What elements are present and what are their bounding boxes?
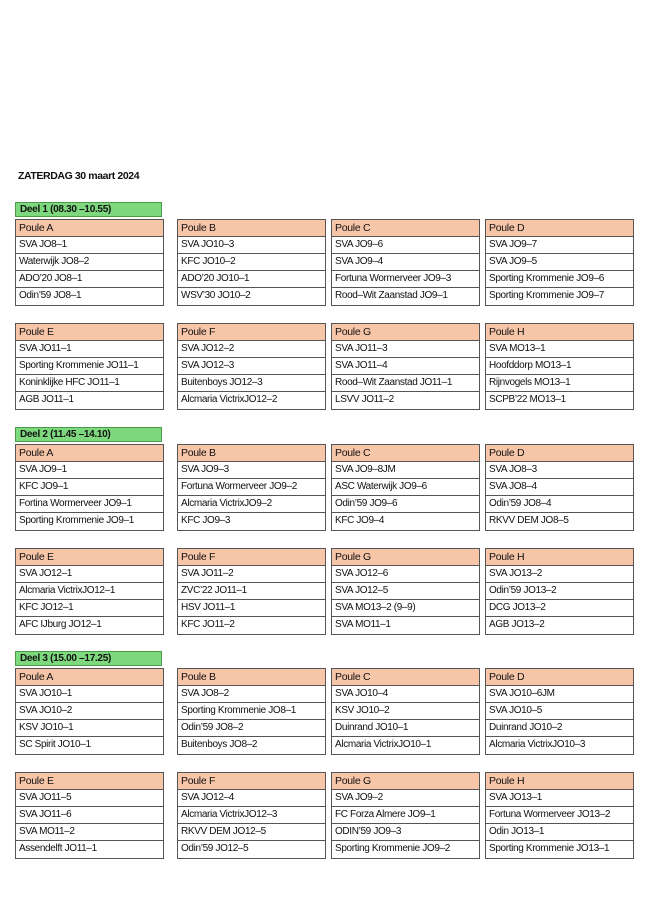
team-row: Fortuna Wormerveer JO13–2 [486, 807, 633, 824]
poule-table [177, 219, 326, 306]
team-row: KSV JO10–2 [332, 703, 479, 720]
poule-header: Poule C [332, 669, 479, 686]
team-row: SVA JO10–2 [16, 703, 163, 720]
team-row: SVA JO11–4 [332, 358, 479, 375]
team-row: Fortuna Wormerveer JO9–2 [178, 479, 325, 496]
poule-header: Poule E [16, 549, 163, 566]
poule-table [177, 772, 326, 859]
team-row: SVA JO10–6JM [486, 686, 633, 703]
poule-table [177, 444, 326, 531]
team-row: Koninklijke HFC JO11–1 [16, 375, 163, 392]
team-row: AFC IJburg JO12–1 [19, 619, 102, 630]
team-row: SVA JO11–6 [16, 807, 163, 824]
poule-table [485, 219, 634, 306]
poule-table [485, 323, 634, 410]
team-row: Sporting Krommenie JO13–1 [489, 843, 610, 854]
team-row: Alcmaria VictrixJO10–1 [335, 739, 432, 750]
team-row: RKVV DEM JO8–5 [489, 515, 569, 526]
team-row: DCG JO13–2 [486, 600, 633, 617]
team-row: KFC JO12–1 [16, 600, 163, 617]
poule-header: Poule B [178, 220, 325, 237]
poule-header: Poule C [332, 445, 479, 462]
team-row: ODIN’59 JO9–3 [332, 824, 479, 841]
team-row: SVA JO9–7 [486, 237, 633, 254]
team-row: Sporting Krommenie JO9–6 [486, 271, 633, 288]
poule-table [485, 548, 634, 635]
team-row: Odin’59 JO13–2 [486, 583, 633, 600]
poule-header: Poule G [332, 549, 479, 566]
team-row: Rood–Wit Zaanstad JO9–1 [335, 290, 448, 301]
team-row: Sporting Krommenie JO11–1 [16, 358, 163, 375]
poule-header: Poule D [486, 220, 633, 237]
poule-header: Poule B [178, 445, 325, 462]
team-row: SVA JO10–5 [486, 703, 633, 720]
team-row: Sporting Krommenie JO9–2 [335, 843, 450, 854]
team-row: SVA JO12–4 [178, 790, 325, 807]
poule-table [15, 323, 164, 410]
team-row: Fortina Wormerveer JO9–1 [16, 496, 163, 513]
poule-table [177, 548, 326, 635]
team-row: Odin’59 JO8–2 [178, 720, 325, 737]
team-row: Odin’59 JO8–4 [486, 496, 633, 513]
poule-table [485, 668, 634, 755]
team-row: Buitenboys JO8–2 [181, 739, 258, 750]
poule-table [485, 772, 634, 859]
team-row: LSVV JO11–2 [335, 394, 394, 405]
poule-table [15, 668, 164, 755]
poule-header: Poule H [486, 773, 633, 790]
team-row: SVA JO10–1 [16, 686, 163, 703]
team-row: Waterwijk JO8–2 [16, 254, 163, 271]
team-row: Duinrand JO10–2 [486, 720, 633, 737]
team-row: Rijnvogels MO13–1 [486, 375, 633, 392]
team-row: Sporting Krommenie JO9–1 [19, 515, 134, 526]
team-row: Alcmaria VictrixJO12–1 [16, 583, 163, 600]
team-row: Assendelft JO11–1 [19, 843, 97, 854]
team-row: WSV’30 JO10–2 [181, 290, 251, 301]
team-row: KSV JO10–1 [16, 720, 163, 737]
poule-table [15, 219, 164, 306]
team-row: SVA JO12–2 [178, 341, 325, 358]
team-row: SVA JO9–8JM [332, 462, 479, 479]
poule-header: Poule A [16, 445, 163, 462]
team-row: SVA JO9–4 [332, 254, 479, 271]
team-row: SVA MO13–2 (9–9) [332, 600, 479, 617]
team-row: FC Forza Almere JO9–1 [332, 807, 479, 824]
poule-header: Poule D [486, 669, 633, 686]
poule-table [15, 772, 164, 859]
team-row: SVA JO8–1 [16, 237, 163, 254]
team-row: Odin’59 JO8–1 [19, 290, 82, 301]
team-row: Sporting Krommenie JO8–1 [178, 703, 325, 720]
team-row: Duinrand JO10–1 [332, 720, 479, 737]
team-row: Alcmaria VictrixJO9–2 [178, 496, 325, 513]
team-row: Fortuna Wormerveer JO9–3 [332, 271, 479, 288]
poule-header: Poule D [486, 445, 633, 462]
poule-header: Poule A [16, 220, 163, 237]
section-label-deel-1: Deel 1 (08.30 –10.55) [15, 202, 162, 217]
poule-header: Poule G [332, 773, 479, 790]
team-row: Buitenboys JO12–3 [178, 375, 325, 392]
team-row: Sporting Krommenie JO9–7 [489, 290, 604, 301]
team-row: SVA JO13–2 [486, 566, 633, 583]
team-row: SVA JO10–3 [178, 237, 325, 254]
team-row: Alcmaria VictrixJO12–2 [181, 394, 278, 405]
team-row: SVA JO10–4 [332, 686, 479, 703]
team-row: SVA JO9–2 [332, 790, 479, 807]
team-row: KFC JO10–2 [178, 254, 325, 271]
team-row: SVA JO12–1 [16, 566, 163, 583]
poule-header: Poule G [332, 324, 479, 341]
team-row: Odin’59 JO9–6 [332, 496, 479, 513]
team-row: SVA MO11–2 [16, 824, 163, 841]
team-row: SVA JO9–6 [332, 237, 479, 254]
poule-table [331, 772, 480, 859]
team-row: KFC JO9–3 [181, 515, 231, 526]
team-row: SVA JO11–1 [16, 341, 163, 358]
team-row: SVA MO13–1 [486, 341, 633, 358]
team-row: ADO’20 JO10–1 [178, 271, 325, 288]
poule-header: Poule F [178, 773, 325, 790]
team-row: SVA JO13–1 [486, 790, 633, 807]
team-row: KFC JO11–2 [181, 619, 235, 630]
team-row: SVA JO12–5 [332, 583, 479, 600]
team-row: Hoofddorp MO13–1 [486, 358, 633, 375]
team-row: SVA MO11–1 [335, 619, 391, 630]
team-row: KFC JO9–1 [16, 479, 163, 496]
team-row: Odin JO13–1 [486, 824, 633, 841]
section-label-deel-2: Deel 2 (11.45 –14.10) [15, 427, 162, 442]
poule-header: Poule H [486, 324, 633, 341]
team-row: HSV JO11–1 [178, 600, 325, 617]
team-row: SVA JO12–6 [332, 566, 479, 583]
team-row: SVA JO9–1 [16, 462, 163, 479]
team-row: SCPB’22 MO13–1 [489, 394, 566, 405]
page-title: ZATERDAG 30 maart 2024 [18, 170, 140, 182]
team-row: SVA JO9–5 [486, 254, 633, 271]
poule-table [331, 668, 480, 755]
poule-header: Poule C [332, 220, 479, 237]
poule-header: Poule F [178, 549, 325, 566]
poule-header: Poule H [486, 549, 633, 566]
team-row: SVA JO9–3 [178, 462, 325, 479]
poule-table [177, 668, 326, 755]
poule-table [15, 444, 164, 531]
poule-table [331, 323, 480, 410]
team-row: AGB JO11–1 [19, 394, 74, 405]
team-row: SC Spirit JO10–1 [19, 739, 91, 750]
poule-table [331, 548, 480, 635]
team-row: Alcmaria VictrixJO10–3 [489, 739, 586, 750]
team-row: SVA JO11–3 [332, 341, 479, 358]
poule-header: Poule A [16, 669, 163, 686]
team-row: AGB JO13–2 [489, 619, 545, 630]
team-row: ADO’20 JO8–1 [16, 271, 163, 288]
team-row: Rood–Wit Zaanstad JO11–1 [332, 375, 479, 392]
team-row: SVA JO8–2 [178, 686, 325, 703]
poule-header: Poule E [16, 324, 163, 341]
team-row: ZVC’22 JO11–1 [178, 583, 325, 600]
poule-header: Poule B [178, 669, 325, 686]
team-row: SVA JO11–5 [16, 790, 163, 807]
team-row: Alcmaria VictrixJO12–3 [178, 807, 325, 824]
team-row: KFC JO9–4 [335, 515, 385, 526]
poule-header: Poule F [178, 324, 325, 341]
poule-table [177, 323, 326, 410]
team-row: SVA JO8–3 [486, 462, 633, 479]
team-row: SVA JO12–3 [178, 358, 325, 375]
poule-table [485, 444, 634, 531]
poule-table [15, 548, 164, 635]
team-row: SVA JO11–2 [178, 566, 325, 583]
team-row: Odin’59 JO12–5 [181, 843, 249, 854]
team-row: RKVV DEM JO12–5 [178, 824, 325, 841]
poule-table [331, 444, 480, 531]
team-row: SVA JO8–4 [486, 479, 633, 496]
poule-header: Poule E [16, 773, 163, 790]
section-label-deel-3: Deel 3 (15.00 –17.25) [15, 651, 162, 666]
poule-table [331, 219, 480, 306]
team-row: ASC Waterwijk JO9–6 [332, 479, 479, 496]
